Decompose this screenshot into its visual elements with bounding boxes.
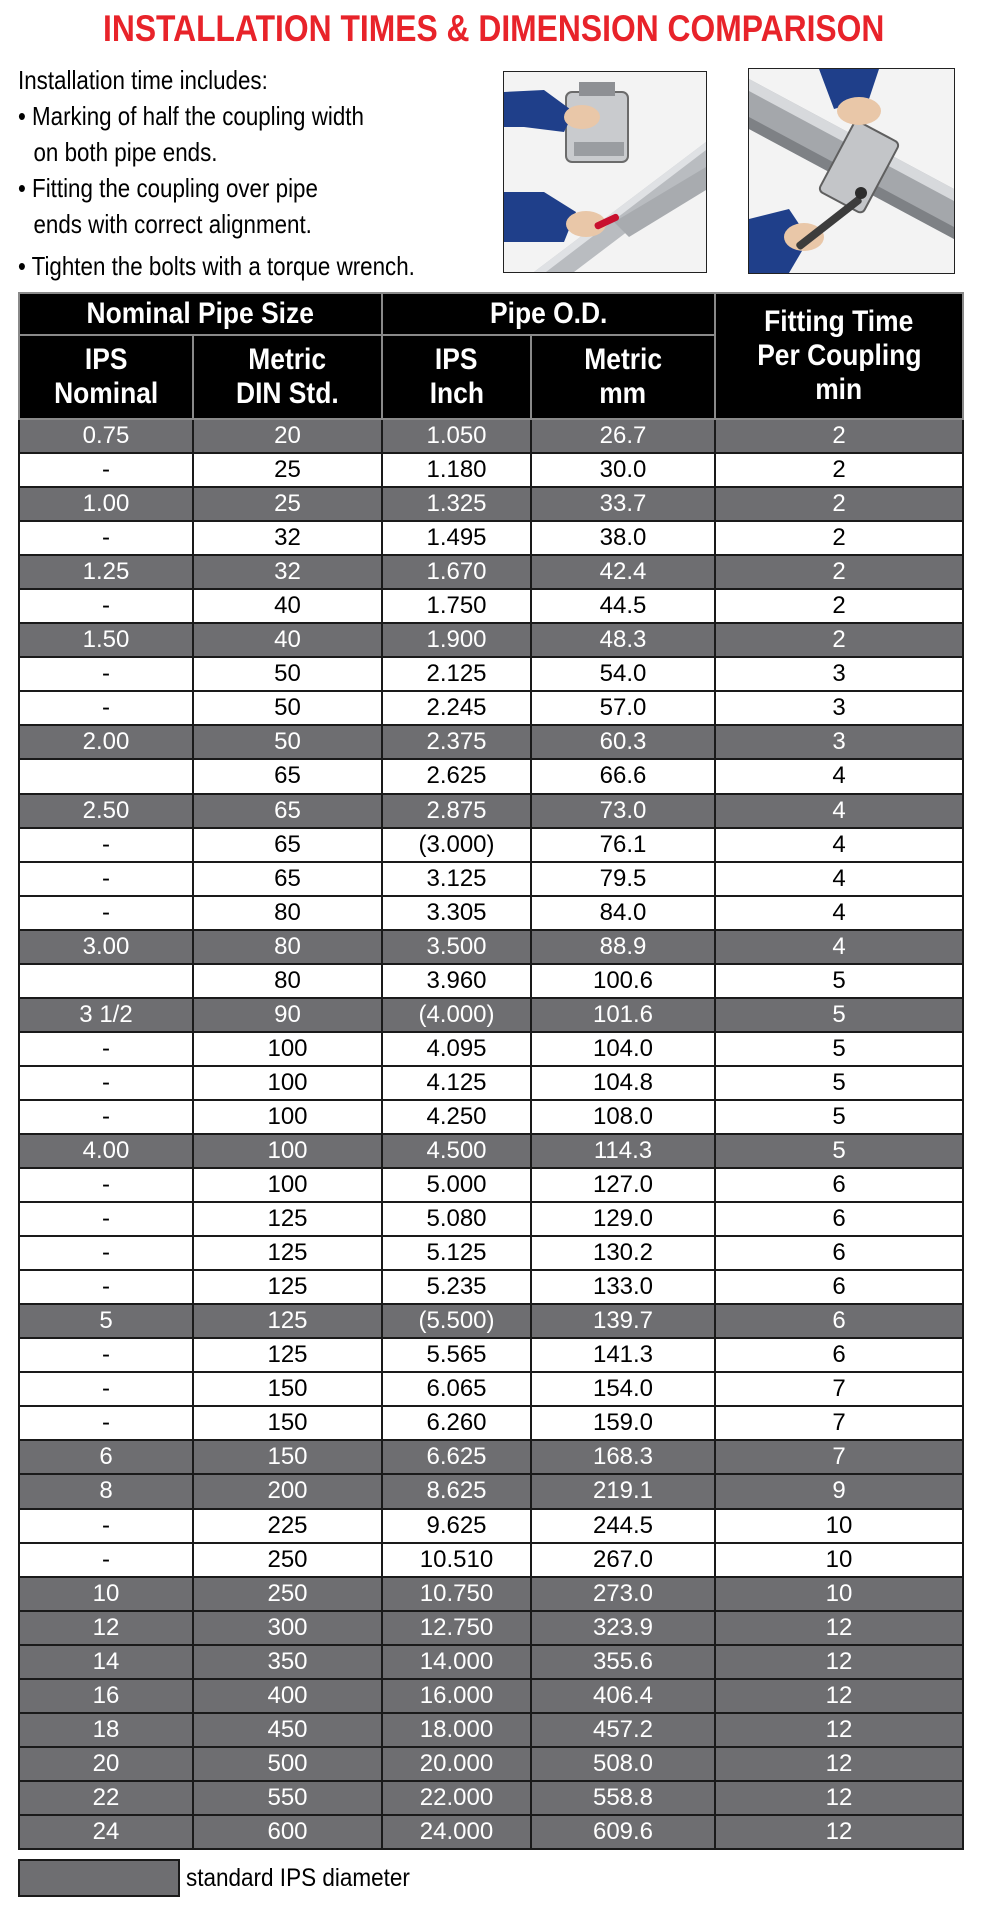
cell-fitting-time: 2 [715, 419, 963, 453]
cell-ips-nominal: - [19, 657, 193, 691]
table-row [19, 691, 963, 725]
cell-ips-nominal: - [19, 1168, 193, 1202]
cell-metric-din: 90 [193, 998, 382, 1032]
cell-ips-inch: 2.375 [382, 725, 531, 759]
cell-metric-din: 32 [193, 555, 382, 589]
cell-ips-nominal: 0.75 [19, 419, 193, 453]
cell-metric-mm: 42.4 [531, 555, 715, 589]
cell-metric-din: 25 [193, 453, 382, 487]
header-metric-din: Metric DIN Std. [193, 335, 382, 419]
note-bullet-3: • Tighten the bolts with a torque wrench. [18, 251, 415, 281]
cell-metric-mm: 508.0 [531, 1747, 715, 1781]
cell-metric-din: 100 [193, 1100, 382, 1134]
cell-metric-mm: 101.6 [531, 998, 715, 1032]
cell-ips-nominal: - [19, 828, 193, 862]
table-row [19, 862, 963, 896]
cell-ips-inch: 1.050 [382, 419, 531, 453]
table-row [19, 1440, 963, 1474]
cell-metric-mm: 48.3 [531, 623, 715, 657]
cell-ips-nominal: - [19, 521, 193, 555]
cell-ips-inch: 4.125 [382, 1066, 531, 1100]
cell-metric-din: 150 [193, 1406, 382, 1440]
cell-metric-mm: 60.3 [531, 725, 715, 759]
cell-metric-mm: 129.0 [531, 1202, 715, 1236]
table-row [19, 521, 963, 555]
cell-ips-nominal: 4.00 [19, 1134, 193, 1168]
cell-ips-inch: 18.000 [382, 1713, 531, 1747]
cell-fitting-time: 4 [715, 828, 963, 862]
cell-metric-din: 100 [193, 1168, 382, 1202]
cell-ips-nominal: 14 [19, 1645, 193, 1679]
cell-metric-mm: 273.0 [531, 1577, 715, 1611]
cell-metric-mm: 168.3 [531, 1440, 715, 1474]
cell-metric-din: 200 [193, 1474, 382, 1508]
table-row [19, 1645, 963, 1679]
cell-ips-inch: 4.095 [382, 1032, 531, 1066]
cell-ips-nominal: 16 [19, 1679, 193, 1713]
cell-ips-inch: (3.000) [382, 828, 531, 862]
table-row [19, 998, 963, 1032]
cell-ips-inch: 6.065 [382, 1372, 531, 1406]
cell-ips-nominal: 8 [19, 1474, 193, 1508]
cell-metric-mm: 66.6 [531, 759, 715, 793]
cell-ips-nominal: 24 [19, 1815, 193, 1849]
table-row [19, 1372, 963, 1406]
cell-ips-nominal: 2.50 [19, 794, 193, 828]
cell-metric-din: 50 [193, 657, 382, 691]
cell-fitting-time: 10 [715, 1577, 963, 1611]
cell-metric-mm: 73.0 [531, 794, 715, 828]
cell-metric-mm: 100.6 [531, 964, 715, 998]
cell-ips-inch: 1.325 [382, 487, 531, 521]
cell-ips-inch: 1.750 [382, 589, 531, 623]
cell-metric-din: 40 [193, 623, 382, 657]
cell-ips-nominal: 12 [19, 1611, 193, 1645]
cell-ips-inch: 3.500 [382, 930, 531, 964]
cell-fitting-time: 12 [715, 1645, 963, 1679]
cell-ips-nominal: - [19, 1032, 193, 1066]
cell-fitting-time: 12 [715, 1611, 963, 1645]
cell-metric-mm: 79.5 [531, 862, 715, 896]
cell-ips-inch: 5.000 [382, 1168, 531, 1202]
table-row [19, 1032, 963, 1066]
cell-fitting-time: 4 [715, 896, 963, 930]
page-title: INSTALLATION TIMES & DIMENSION COMPARISON [103, 8, 885, 49]
cell-metric-mm: 26.7 [531, 419, 715, 453]
cell-metric-mm: 267.0 [531, 1543, 715, 1577]
cell-ips-nominal: - [19, 1236, 193, 1270]
cell-ips-nominal: 20 [19, 1747, 193, 1781]
cell-metric-din: 125 [193, 1270, 382, 1304]
cell-fitting-time: 3 [715, 657, 963, 691]
cell-ips-inch: 14.000 [382, 1645, 531, 1679]
note-bullet-2-cont: ends with correct alignment. [33, 209, 312, 239]
table-row [19, 1577, 963, 1611]
table-row [19, 896, 963, 930]
cell-ips-nominal: 6 [19, 1440, 193, 1474]
notes-intro: Installation time includes: [18, 65, 268, 95]
cell-fitting-time: 5 [715, 1066, 963, 1100]
cell-metric-mm: 33.7 [531, 487, 715, 521]
cell-metric-din: 250 [193, 1577, 382, 1611]
cell-metric-mm: 133.0 [531, 1270, 715, 1304]
cell-metric-mm: 30.0 [531, 453, 715, 487]
table-row [19, 1270, 963, 1304]
cell-ips-inch: 2.625 [382, 759, 531, 793]
cell-fitting-time: 3 [715, 691, 963, 725]
cell-ips-nominal: 1.25 [19, 555, 193, 589]
cell-fitting-time: 12 [715, 1679, 963, 1713]
cell-fitting-time: 12 [715, 1713, 963, 1747]
table-row [19, 964, 963, 998]
table-row [19, 1815, 963, 1849]
cell-metric-din: 125 [193, 1236, 382, 1270]
table-row [19, 759, 963, 793]
cell-fitting-time: 5 [715, 1032, 963, 1066]
cell-ips-nominal: - [19, 1543, 193, 1577]
cell-fitting-time: 5 [715, 964, 963, 998]
cell-fitting-time: 6 [715, 1168, 963, 1202]
cell-fitting-time: 2 [715, 453, 963, 487]
cell-ips-inch: (4.000) [382, 998, 531, 1032]
cell-fitting-time: 6 [715, 1236, 963, 1270]
cell-metric-mm: 609.6 [531, 1815, 715, 1849]
cell-ips-inch: 5.235 [382, 1270, 531, 1304]
cell-metric-din: 50 [193, 725, 382, 759]
cell-ips-inch: 8.625 [382, 1474, 531, 1508]
cell-fitting-time: 4 [715, 930, 963, 964]
table-row [19, 1713, 963, 1747]
cell-ips-nominal: 5 [19, 1304, 193, 1338]
cell-metric-mm: 558.8 [531, 1781, 715, 1815]
cell-fitting-time: 4 [715, 759, 963, 793]
header-pipe-od: Pipe O.D. [382, 293, 715, 335]
table-row [19, 419, 963, 453]
cell-ips-inch: 2.125 [382, 657, 531, 691]
header-nominal-pipe-size: Nominal Pipe Size [19, 293, 382, 335]
cell-metric-mm: 84.0 [531, 896, 715, 930]
cell-ips-nominal: - [19, 1270, 193, 1304]
table-row [19, 487, 963, 521]
cell-metric-din: 125 [193, 1202, 382, 1236]
cell-metric-mm: 323.9 [531, 1611, 715, 1645]
cell-fitting-time: 2 [715, 589, 963, 623]
cell-ips-nominal: 22 [19, 1781, 193, 1815]
cell-fitting-time: 3 [715, 725, 963, 759]
cell-metric-mm: 244.5 [531, 1509, 715, 1543]
cell-metric-mm: 139.7 [531, 1304, 715, 1338]
cell-ips-nominal: - [19, 1509, 193, 1543]
cell-ips-inch: (5.500) [382, 1304, 531, 1338]
cell-ips-inch: 3.305 [382, 896, 531, 930]
table-row [19, 1066, 963, 1100]
cell-ips-inch: 4.250 [382, 1100, 531, 1134]
legend-label: standard IPS diameter [186, 1863, 410, 1892]
cell-metric-mm: 457.2 [531, 1713, 715, 1747]
cell-fitting-time: 4 [715, 862, 963, 896]
cell-metric-din: 80 [193, 896, 382, 930]
cell-ips-inch: 1.900 [382, 623, 531, 657]
cell-metric-din: 65 [193, 828, 382, 862]
cell-metric-din: 350 [193, 1645, 382, 1679]
header-metric-mm: Metric mm [531, 335, 715, 419]
note-bullet-2: • Fitting the coupling over pipe [18, 173, 318, 203]
note-bullet-1: • Marking of half the coupling width [18, 101, 364, 131]
cell-ips-nominal: - [19, 1406, 193, 1440]
cell-fitting-time: 12 [715, 1747, 963, 1781]
cell-fitting-time: 7 [715, 1372, 963, 1406]
cell-ips-inch: 4.500 [382, 1134, 531, 1168]
table-row [19, 1679, 963, 1713]
table-row [19, 1236, 963, 1270]
cell-metric-mm: 76.1 [531, 828, 715, 862]
cell-ips-nominal: 1.00 [19, 487, 193, 521]
cell-fitting-time: 2 [715, 487, 963, 521]
table-row [19, 1781, 963, 1815]
cell-ips-inch: 10.510 [382, 1543, 531, 1577]
cell-ips-nominal: - [19, 862, 193, 896]
cell-metric-din: 40 [193, 589, 382, 623]
cell-metric-din: 500 [193, 1747, 382, 1781]
cell-metric-din: 150 [193, 1440, 382, 1474]
table-row [19, 1543, 963, 1577]
cell-fitting-time: 5 [715, 1134, 963, 1168]
cell-fitting-time: 4 [715, 794, 963, 828]
cell-fitting-time: 5 [715, 998, 963, 1032]
cell-metric-din: 20 [193, 419, 382, 453]
coupling-marking-photo [503, 71, 707, 273]
cell-metric-mm: 44.5 [531, 589, 715, 623]
cell-fitting-time: 7 [715, 1440, 963, 1474]
cell-ips-nominal: - [19, 1338, 193, 1372]
table-row [19, 1406, 963, 1440]
table-row [19, 1134, 963, 1168]
table-row [19, 453, 963, 487]
cell-ips-nominal: 2.00 [19, 725, 193, 759]
cell-ips-inch: 1.180 [382, 453, 531, 487]
table-row [19, 1168, 963, 1202]
cell-metric-mm: 219.1 [531, 1474, 715, 1508]
cell-fitting-time: 12 [715, 1815, 963, 1849]
cell-fitting-time: 2 [715, 555, 963, 589]
table-row [19, 794, 963, 828]
cell-metric-din: 225 [193, 1509, 382, 1543]
legend [18, 1858, 435, 1898]
cell-metric-mm: 104.8 [531, 1066, 715, 1100]
cell-ips-inch: 6.260 [382, 1406, 531, 1440]
cell-ips-nominal [19, 759, 193, 793]
cell-fitting-time: 10 [715, 1509, 963, 1543]
cell-ips-nominal: - [19, 896, 193, 930]
table-row [19, 657, 963, 691]
cell-ips-nominal: 10 [19, 1577, 193, 1611]
cell-ips-inch: 24.000 [382, 1815, 531, 1849]
table-row [19, 1611, 963, 1645]
cell-fitting-time: 10 [715, 1543, 963, 1577]
cell-fitting-time: 9 [715, 1474, 963, 1508]
table-row [19, 930, 963, 964]
cell-metric-din: 65 [193, 759, 382, 793]
table-row [19, 1747, 963, 1781]
cell-metric-mm: 355.6 [531, 1645, 715, 1679]
cell-ips-inch: 3.125 [382, 862, 531, 896]
cell-ips-inch: 2.245 [382, 691, 531, 725]
cell-metric-din: 300 [193, 1611, 382, 1645]
table-row [19, 1474, 963, 1508]
cell-metric-mm: 114.3 [531, 1134, 715, 1168]
table-row [19, 555, 963, 589]
dimension-table-wrap [18, 292, 962, 1850]
cell-ips-nominal [19, 964, 193, 998]
cell-metric-din: 100 [193, 1032, 382, 1066]
cell-ips-nominal: - [19, 453, 193, 487]
cell-ips-nominal: 18 [19, 1713, 193, 1747]
cell-metric-mm: 127.0 [531, 1168, 715, 1202]
cell-metric-din: 400 [193, 1679, 382, 1713]
cell-metric-din: 100 [193, 1134, 382, 1168]
cell-ips-nominal: 3 1/2 [19, 998, 193, 1032]
cell-metric-din: 80 [193, 964, 382, 998]
cell-ips-inch: 9.625 [382, 1509, 531, 1543]
table-row [19, 1100, 963, 1134]
cell-metric-mm: 154.0 [531, 1372, 715, 1406]
header-fitting-time: Fitting Time Per Coupling min [715, 293, 963, 419]
cell-metric-din: 125 [193, 1338, 382, 1372]
cell-ips-inch: 20.000 [382, 1747, 531, 1781]
cell-fitting-time: 6 [715, 1304, 963, 1338]
table-row [19, 589, 963, 623]
cell-ips-nominal: - [19, 1066, 193, 1100]
cell-metric-mm: 108.0 [531, 1100, 715, 1134]
cell-ips-nominal: 3.00 [19, 930, 193, 964]
cell-metric-mm: 57.0 [531, 691, 715, 725]
cell-metric-din: 600 [193, 1815, 382, 1849]
table-row [19, 623, 963, 657]
cell-metric-mm: 141.3 [531, 1338, 715, 1372]
cell-ips-nominal: - [19, 1100, 193, 1134]
note-bullet-1-cont: on both pipe ends. [33, 137, 218, 167]
cell-metric-din: 150 [193, 1372, 382, 1406]
table-row [19, 828, 963, 862]
cell-ips-inch: 5.565 [382, 1338, 531, 1372]
cell-metric-mm: 38.0 [531, 521, 715, 555]
legend-swatch [18, 1859, 180, 1897]
cell-ips-nominal: 1.50 [19, 623, 193, 657]
table-row [19, 1304, 963, 1338]
cell-ips-inch: 1.495 [382, 521, 531, 555]
cell-ips-inch: 1.670 [382, 555, 531, 589]
cell-metric-din: 50 [193, 691, 382, 725]
cell-fitting-time: 7 [715, 1406, 963, 1440]
cell-metric-mm: 104.0 [531, 1032, 715, 1066]
cell-metric-din: 25 [193, 487, 382, 521]
cell-metric-mm: 54.0 [531, 657, 715, 691]
cell-metric-din: 250 [193, 1543, 382, 1577]
cell-ips-inch: 16.000 [382, 1679, 531, 1713]
cell-fitting-time: 5 [715, 1100, 963, 1134]
cell-fitting-time: 6 [715, 1270, 963, 1304]
cell-metric-din: 450 [193, 1713, 382, 1747]
table-row [19, 1202, 963, 1236]
cell-ips-inch: 10.750 [382, 1577, 531, 1611]
cell-metric-din: 65 [193, 862, 382, 896]
cell-fitting-time: 2 [715, 623, 963, 657]
table-row [19, 1509, 963, 1543]
cell-ips-nominal: - [19, 1202, 193, 1236]
cell-metric-din: 125 [193, 1304, 382, 1338]
header-ips-nominal: IPS Nominal [19, 335, 193, 419]
cell-ips-inch: 5.125 [382, 1236, 531, 1270]
cell-metric-din: 100 [193, 1066, 382, 1100]
installation-notes [18, 62, 498, 284]
cell-fitting-time: 12 [715, 1781, 963, 1815]
table-body [19, 419, 963, 1849]
cell-ips-nominal: - [19, 1372, 193, 1406]
table-row [19, 1338, 963, 1372]
cell-metric-din: 80 [193, 930, 382, 964]
cell-ips-inch: 12.750 [382, 1611, 531, 1645]
cell-metric-din: 550 [193, 1781, 382, 1815]
cell-metric-mm: 88.9 [531, 930, 715, 964]
torque-wrench-photo [748, 68, 955, 274]
cell-ips-inch: 22.000 [382, 1781, 531, 1815]
dimension-table [18, 292, 964, 1850]
cell-ips-nominal: - [19, 691, 193, 725]
table-row [19, 725, 963, 759]
cell-fitting-time: 2 [715, 521, 963, 555]
cell-ips-inch: 3.960 [382, 964, 531, 998]
cell-metric-din: 65 [193, 794, 382, 828]
cell-ips-inch: 2.875 [382, 794, 531, 828]
cell-ips-inch: 6.625 [382, 1440, 531, 1474]
cell-metric-din: 32 [193, 521, 382, 555]
cell-ips-inch: 5.080 [382, 1202, 531, 1236]
cell-ips-nominal: - [19, 589, 193, 623]
cell-metric-mm: 130.2 [531, 1236, 715, 1270]
cell-fitting-time: 6 [715, 1338, 963, 1372]
cell-metric-mm: 159.0 [531, 1406, 715, 1440]
header-ips-inch: IPS Inch [382, 335, 531, 419]
cell-fitting-time: 6 [715, 1202, 963, 1236]
cell-metric-mm: 406.4 [531, 1679, 715, 1713]
